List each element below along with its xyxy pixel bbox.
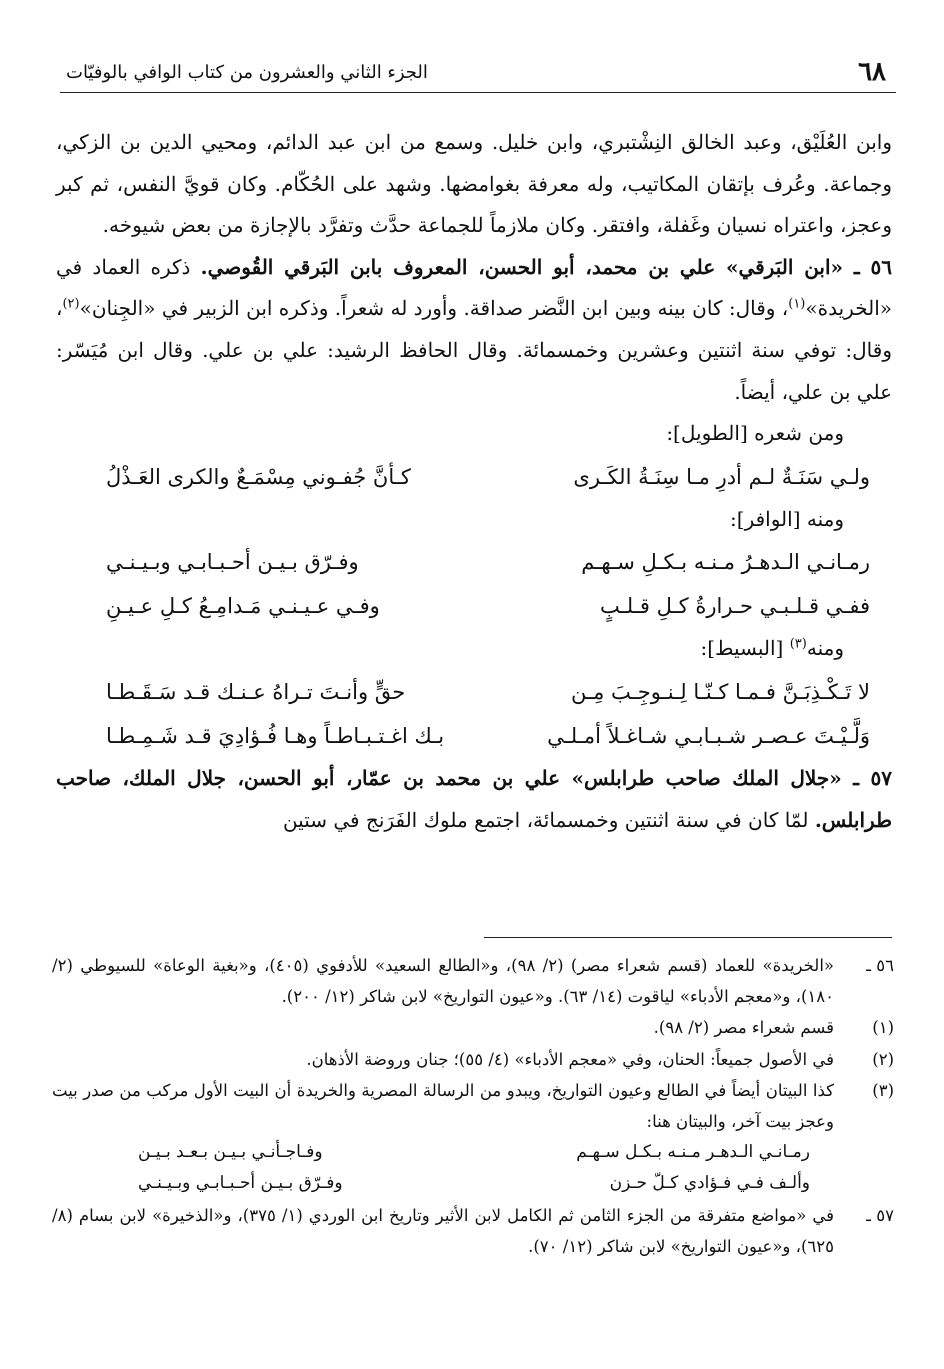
footnote-mark: (١) [872,1018,894,1038]
footnote-verse-line [52,1168,894,1199]
verse-right-hemistich: رمـانـي الـدهـرُ مـنـه بـكـلِ سـهـم [581,550,870,575]
verse-left-hemistich: بـك اغـتـبـاطـاً وهـا فُـؤادِيَ قـد شَـمِـطـا [106,723,445,748]
verse-left-hemistich: وفـاجـأنـي بـيـن بـعـد بـيـن [138,1142,323,1163]
page-number: ٦٨ [858,57,886,87]
footnote-text: قسم شعراء مصر (٢/ ٩٨). [653,1018,834,1038]
footnote-text: كذا البيتان أيضاً في الطالع وعيون التواريخ، ويبدو من الرسالة المصرية والخريدة أن البيت الأول مركب من صدر بيت وعجز بيت آخر، والبيتان هنا: [52,1080,834,1132]
verse-left-hemistich: كـأنَّ جُفـوني مِسْمَـعٌ والكرى العَـذْلُ [106,464,411,489]
entry-56 [56,247,892,413]
verse-right-hemistich: ففـي قـلـبـي حـرارةُ كـلِ قـلـبٍ [600,594,870,619]
footnote-57 [52,1200,894,1262]
entry-57-text: لمّا كان في سنة اثنتين وخمسمائة، اجتمع ملوك الفَرَنج في ستين [282,807,815,832]
entry-56-heading: ٥٦ ـ «ابن البَرقي» علي بن محمد، أبو الحسن، المعروف بابن البَرقي القُوصي. [200,254,892,279]
footnote-ref-3[interactable]: (٣) [789,636,807,652]
verse-intro-basit [56,628,892,670]
paragraph-continuation: وابن العُلَيْق، وعبد الخالق النِشْتبري، وابن خليل. وسمع من ابن عبد الدائم، ومحيي الدين بن الزكي، وجماعة. وعُرف بإتقان المكاتيب، وله معرفة بغوامضها. وشهد على الحُكّام. وكان قويَّ النفس، ثم كبر وعجز، واعتراه نسيان وغَفلة، وافتقر. وكان ملازماً للجماعة حدَّث وتفرَّد بالإجازة من بعض شيوخه. [56,130,892,238]
running-header [60,52,896,93]
verse-left-hemistich: وفـي عـيـنـي مَـدامِـعُ كـلِ عـيـنِ [106,594,380,619]
footnote-separator [484,937,892,938]
footnote-text: في الأصول جميعاً: الحنان، وفي «معجم الأدباء» (٤/ ٥٥)؛ جنان وروضة الأذهان. [306,1049,834,1069]
verse-intro-meter: [البسيط]: [700,636,790,661]
footnote-mark: (٣) [872,1080,894,1100]
verse-line [56,670,892,714]
entry-57-heading: ٥٧ ـ «جلال الملك صاحب طرابلس» علي بن محمد بن عمّار، أبو الحسن، جلال الملك، صاحب طرابلس. [56,765,893,832]
verse-line [56,584,892,628]
verse-line [56,540,892,584]
footnote-verse-line [52,1137,894,1168]
footnote-ref-2[interactable]: (٢) [62,296,80,312]
header-title: الجزء الثاني والعشرون من كتاب الوافي بالوفيّات [66,61,428,83]
footnote-mark: ٥٦ ـ [866,956,894,975]
main-text [56,122,892,841]
verse-right-hemistich: رمـانـي الـدهـر مـنـه بـكـل سـهـم [576,1142,810,1163]
footnote-1 [52,1012,894,1043]
verse-intro-tawil: ومن شعره [الطويل]: [666,421,844,446]
entry-56-text-b: ، وقال: كان بينه وبين ابن النَّضر صداقة. وأورد له شعراً. وذكره ابن الزبير في «الجِنان» [79,296,789,321]
footnote-56 [52,950,894,1012]
verse-intro-wafir: ومنه [الوافر]: [730,506,844,531]
footnotes [52,950,894,1262]
footnote-2 [52,1044,894,1075]
verse-intro-text: ومنه [806,636,844,661]
verse-line [56,455,892,499]
entry-56-text-a: ذكره العماد في «الخريدة» [56,254,892,321]
footnote-3 [52,1075,894,1137]
verse-left-hemistich: وفـرّق بـيـن أحـبـابـي وبـيـنـي [106,550,359,575]
footnote-mark: (٢) [872,1049,894,1069]
verse-left-hemistich: حقٍّ وأنـتَ تـراهُ عـنـك قـد سَـقَـطـا [106,679,406,704]
entry-57 [56,758,892,841]
footnote-ref-1[interactable]: (١) [788,296,806,312]
verse-left-hemistich: وفـرّق بـيـن أحـبـابـي وبـيـنـي [138,1173,343,1194]
footnote-text: في «مواضع متفرقة من الجزء الثامن ثم الكامل لابن الأثير وتاريخ ابن الوردي (١/ ٣٧٥)، و«الذخيرة» لابن بسام (٨/ ٦٢٥)، و«عيون التواريخ» لابن شاكر (١٢/ ٧٠). [52,1205,834,1256]
verse-right-hemistich: وألـف فـي فـؤادي كـلّ حـزن [609,1173,810,1194]
verse-right-hemistich: وَلَّـيْـتَ عـصـر شـبـابـي شـاغـلاً أمـلـي [547,723,870,748]
verse-right-hemistich: ولـي سَنَـةٌ لـم أدرِ مـا سِنَـةُ الكَـرى [573,464,870,489]
footnote-text: «الخريدة» للعماد (قسم شعراء مصر) (٢/ ٩٨)، و«الطالع السعيد» للأدفوي (٤٠٥)، و«بغية الوعاة» للسيوطي (٢/ ١٨٠)، و«معجم الأدباء» لياقوت (١٤/ ٦٣). و«عيون التواريخ» لابن شاكر (١٢/ ٢٠٠). [52,956,834,1007]
entry-56-text-c: ، وقال: توفي سنة اثنتين وعشرين وخمسمائة. وقال الحافظ الرشيد: علي بن علي. وقال ابن مُيَسّر: علي بن علي، أيضاً. [56,296,892,404]
verse-right-hemistich: لا تَـكْـذِبَـنَّ فـمـا كـنّـا لِـنـوجِـبَ مِـن [570,679,870,704]
footnote-mark: ٥٧ ـ [866,1205,894,1225]
verse-line [56,714,892,758]
